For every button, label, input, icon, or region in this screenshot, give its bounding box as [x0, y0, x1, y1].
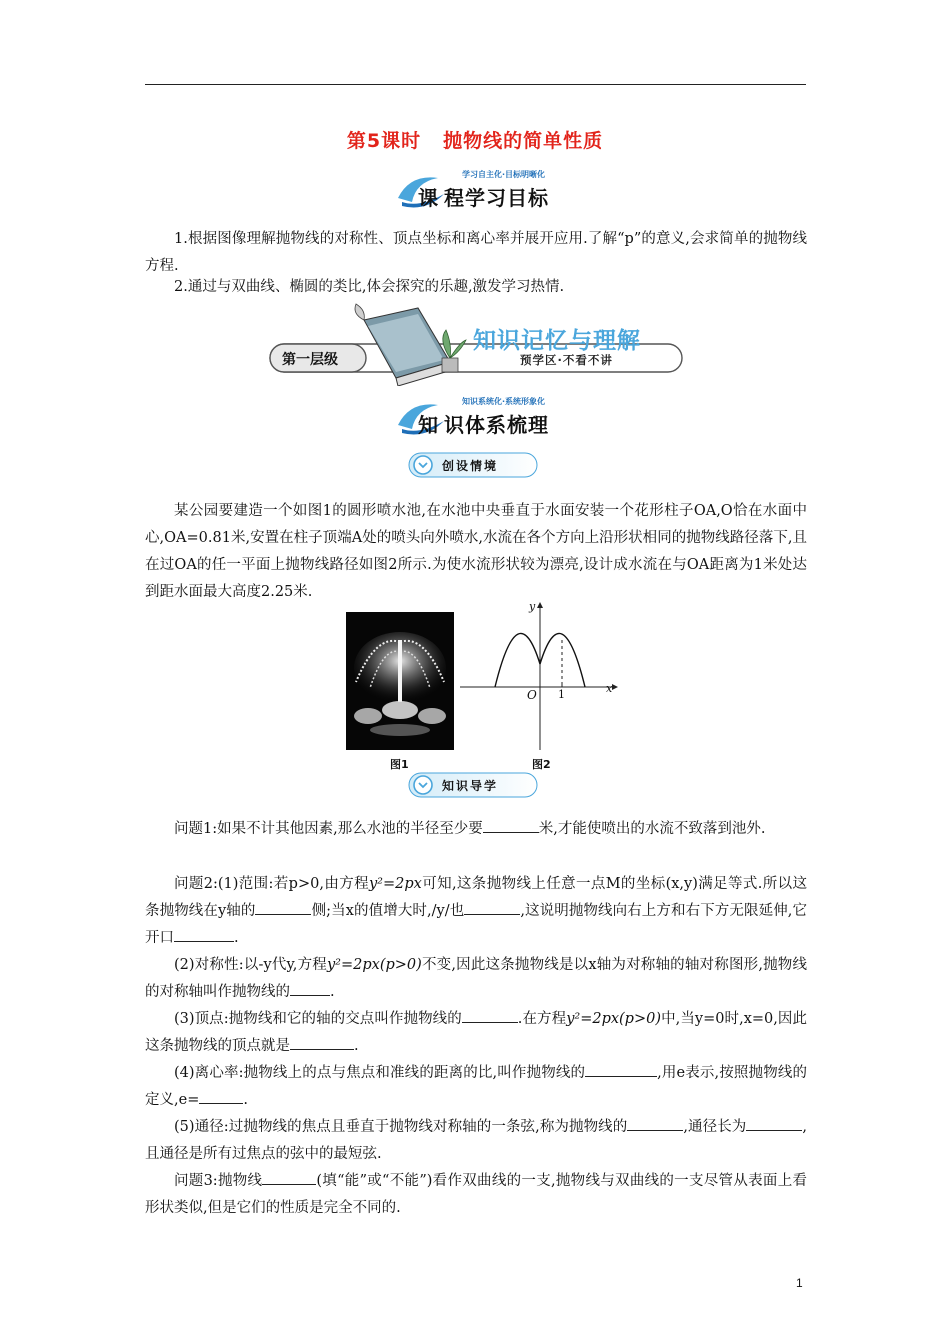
- figure-1-caption: 图1: [390, 758, 409, 771]
- page-title: [0, 126, 950, 153]
- page-number: 1: [796, 1276, 803, 1290]
- lesson-number: 第5课时: [346, 130, 422, 152]
- question-2-vertex: (3)顶点:抛物线和它的轴的交点叫作抛物线的 .在方程y²=2px(p>0)中,当y=0时,x=0,因此这条抛物线的顶点就是 .: [145, 1006, 807, 1060]
- chevron-circle-icon: [414, 776, 432, 794]
- scenario-text: 某公园要建造一个如图1的圆形喷水池,在水池中央垂直于水面安装一个花形柱子OA,O恰在水面中心,OA=0.81米,安置在柱子顶端A处的喷头向外喷水,水流在各个方向上沿形状相同的抛物线路径落下,且在过OA的任一平面上抛物线路径如图2所示.为使水流形状较为漂亮,设计成水流在与OA距离为1米处达到距水面最大高度2.25米.: [145, 503, 807, 600]
- chevron-circle-icon: [414, 456, 432, 474]
- lesson-topic: 抛物线的简单性质: [443, 130, 604, 152]
- level-one-banner: 第一层级 知识记忆与理解 预学区·不看不讲: [268, 300, 684, 386]
- answer-blank[interactable]: [290, 981, 330, 996]
- objective-1: 1.根据图像理解抛物线的对称性、顶点坐标和离心率并展开应用.了解“p”的意义,会求简单的抛物线方程.: [145, 231, 807, 274]
- question-3: 问题3:抛物线 (填“能”或“不能”)看作双曲线的一支,抛物线与双曲线的一支尽管从表面上看形状类似,但是它们的性质是完全不同的.: [145, 1168, 807, 1222]
- answer-blank[interactable]: [255, 900, 311, 915]
- header-rule: [145, 84, 806, 85]
- answer-blank[interactable]: [627, 1116, 683, 1131]
- question-2-range: 问题2:(1)范围:若p>0,由方程y²=2px可知,这条抛物线上任意一点M的坐标(x,y)满足等式.所以这条抛物线在y轴的 侧;当x的值增大时,/y/也 ,这说明抛物线向右上方和右下方无限延伸,它开口 .: [145, 876, 807, 946]
- objective-2: 2.通过与双曲线、椭圆的类比,体会探究的乐趣,激发学习热情.: [174, 279, 565, 295]
- knowledge-system-banner: 知识系统化·系统形象化 知 识体系梳理: [392, 395, 562, 441]
- answer-blank[interactable]: [585, 1062, 657, 1077]
- answer-blank[interactable]: [174, 927, 234, 942]
- question-2-latus-rectum: (5)通径:过抛物线的焦点且垂直于抛物线对称轴的一条弦,称为抛物线的 ,通径长为 ,且通径是所有过焦点的弦中的最短弦.: [145, 1114, 807, 1168]
- question-1: 问题1:如果不计其他因素,那么水池的半径至少要 米,才能使喷出的水流不致落到池外.: [145, 816, 807, 843]
- answer-blank[interactable]: [462, 1008, 518, 1023]
- question-2-symmetry: (2)对称性:以-y代y,方程y²=2px(p>0)不变,因此这条抛物线是以x轴为对称轴的轴对称图形,抛物线的对称轴叫作抛物线的 .: [145, 957, 807, 1000]
- course-objectives-banner: 学习自主化·目标明晰化 课 程学习目标: [392, 168, 562, 214]
- answer-blank[interactable]: [464, 900, 520, 915]
- figure-2-caption: 图2: [532, 758, 551, 771]
- tag-guide: 知识导学: [408, 772, 538, 798]
- answer-blank[interactable]: [290, 1035, 354, 1050]
- answer-blank[interactable]: [199, 1089, 243, 1104]
- answer-blank[interactable]: [483, 818, 539, 833]
- left-parabola: [495, 633, 540, 687]
- parabola-diagram: y x O 1: [460, 600, 620, 755]
- question-2-eccentricity: (4)离心率:抛物线上的点与焦点和准线的距离的比,叫作抛物线的 ,用e表示,按照抛物线的定义,e= .: [145, 1060, 807, 1114]
- tag-scenario: 创设情境: [408, 452, 538, 478]
- answer-blank[interactable]: [746, 1116, 802, 1131]
- answer-blank[interactable]: [262, 1170, 316, 1185]
- fountain-photo: [346, 612, 454, 750]
